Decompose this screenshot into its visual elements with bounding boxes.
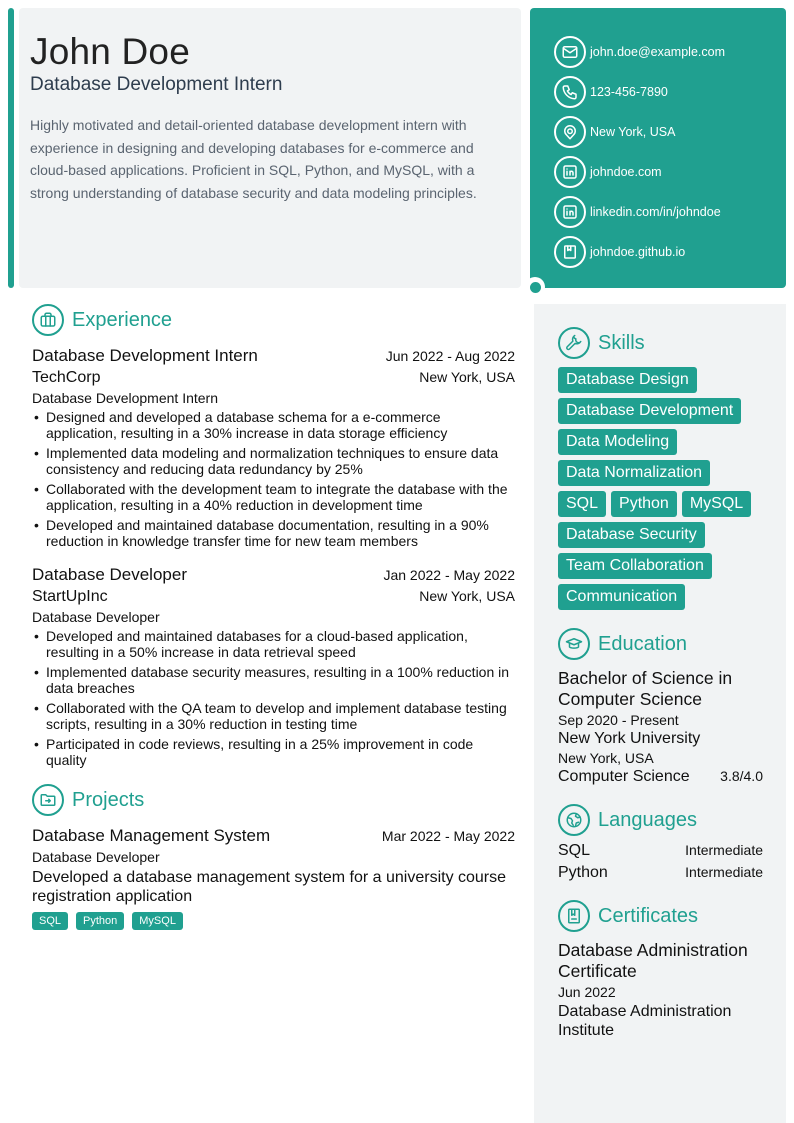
project-tag: SQL: [32, 912, 68, 930]
skills-list: [558, 367, 763, 610]
bullet-item: • Designed and developed a database schema for a e-commerce application, resulting in a 30% increase in data storage efficiency: [32, 409, 515, 441]
bullet-item: • Implemented database security measures, resulting in a 100% reduction in data breaches: [32, 664, 515, 696]
sidebar-content: [558, 327, 763, 1040]
contact-email-text: john.doe@example.com: [590, 45, 725, 59]
linkedin-icon: [554, 196, 586, 228]
wrench-icon: [558, 327, 590, 359]
briefcase-icon: [32, 304, 64, 336]
skill-tag: Python: [611, 491, 677, 517]
certificate-date: Jun 2022: [558, 984, 616, 1000]
contact-linkedin[interactable]: [554, 192, 725, 232]
graduation-cap-icon: [558, 628, 590, 660]
job-dates: Jan 2022 - May 2022: [383, 567, 515, 583]
certificate-issuer: Database Administration Institute: [558, 1003, 732, 1039]
globe-icon: [558, 804, 590, 836]
project-role: Database Developer: [32, 849, 160, 865]
certificates-heading: [558, 900, 763, 932]
skill-tag: Database Security: [558, 522, 705, 548]
skill-tag: Data Normalization: [558, 460, 710, 486]
candidate-title: Database Development Intern: [30, 74, 283, 95]
job-entry: [32, 346, 515, 549]
job-dates: Jun 2022 - Aug 2022: [385, 348, 515, 364]
contact-email[interactable]: [554, 32, 725, 72]
experience-title: Experience: [72, 308, 173, 331]
job-bullets: [32, 409, 515, 549]
education-field: Computer Science: [558, 768, 690, 785]
job-bullets: [32, 628, 515, 768]
skill-tag: Database Design: [558, 367, 697, 393]
project-tags: [32, 912, 515, 930]
main-column: [32, 304, 515, 930]
job-title: Database Development Intern: [32, 346, 258, 365]
skill-tag: Database Development: [558, 398, 741, 424]
bullet-item: • Developed and maintained database documentation, resulting in a 90% reduction in knowledge transfer time for new team members: [32, 517, 515, 549]
language-name: SQL: [558, 842, 591, 859]
folder-icon: [32, 784, 64, 816]
bullet-item: • Developed and maintained databases for a cloud-based application, resulting in a 50% increase in data retrieval speed: [32, 628, 515, 660]
timeline-dot: [525, 277, 545, 297]
language-row: [558, 864, 763, 882]
project-dates: Mar 2022 - May 2022: [381, 828, 515, 844]
phone-icon: [554, 76, 586, 108]
skills-title: Skills: [598, 331, 645, 354]
project-name: Database Management System: [32, 826, 271, 845]
candidate-name: John Doe: [30, 31, 190, 72]
skill-tag: Communication: [558, 584, 685, 610]
projects-title: Projects: [72, 788, 145, 811]
email-icon: [554, 36, 586, 68]
language-name: Python: [558, 864, 608, 881]
header-accent-bar: [8, 8, 14, 288]
contact-list: [554, 32, 725, 272]
skill-tag: Team Collaboration: [558, 553, 712, 579]
linkedin-icon: [554, 156, 586, 188]
education-field-row: [558, 768, 763, 786]
contact-phone[interactable]: [554, 72, 725, 112]
certificates-title: Certificates: [598, 904, 699, 927]
location-icon: [554, 116, 586, 148]
certificate-icon: [558, 900, 590, 932]
projects-heading: [32, 784, 515, 816]
language-row: [558, 842, 763, 860]
bullet-item: • Implemented data modeling and normalization techniques to ensure data consistency and reducing data redundancy by 25%: [32, 445, 515, 477]
education-heading: [558, 628, 763, 660]
languages-list: [558, 842, 763, 882]
bullet-item: • Collaborated with the development team to integrate the database with the application, resulting in a 40% reduction in development time: [32, 481, 515, 513]
education-degree: Bachelor of Science in Computer Science: [558, 668, 733, 709]
contact-website[interactable]: [554, 152, 725, 192]
languages-heading: [558, 804, 763, 836]
job-entry: [32, 565, 515, 768]
contact-portfolio-text: johndoe.github.io: [590, 245, 686, 259]
education-school: New York University: [558, 730, 701, 747]
job-role: Database Development Intern: [32, 390, 218, 406]
skill-tag: SQL: [558, 491, 606, 517]
contact-location: [554, 112, 725, 152]
contact-phone-text: 123-456-7890: [590, 85, 668, 99]
education-dates: Sep 2020 - Present: [558, 712, 679, 728]
job-role: Database Developer: [32, 609, 160, 625]
contact-portfolio[interactable]: [554, 232, 725, 272]
certificate-name: Database Administration Certificate: [558, 940, 748, 981]
project-tag: MySQL: [132, 912, 183, 930]
job-company: StartUpInc: [32, 588, 108, 605]
profile-summary: Highly motivated and detail-oriented database development intern with experience in designing and developing databases for e-commerce and cloud-based applications. Proficient in SQL, Python, and MySQL, with a strong understanding of database security and data modeling principles.: [30, 117, 477, 201]
job-location: New York, USA: [419, 369, 515, 385]
project-description: Developed a database management system for a university course registration application: [32, 869, 507, 905]
contact-location-text: New York, USA: [590, 125, 676, 139]
bullet-item: • Collaborated with the QA team to develop and implement database testing scripts, resulting in a 30% reduction in testing time: [32, 700, 515, 732]
contact-website-text: johndoe.com: [590, 165, 662, 179]
job-title: Database Developer: [32, 565, 187, 584]
education-location: New York, USA: [558, 750, 654, 766]
project-entry: [32, 826, 515, 930]
job-location: New York, USA: [419, 588, 515, 604]
education-title: Education: [598, 632, 687, 655]
portfolio-icon: [554, 236, 586, 268]
education-gpa: 3.8/4.0: [720, 768, 763, 784]
language-level: Intermediate: [685, 842, 763, 858]
skills-heading: [558, 327, 763, 359]
contact-linkedin-text: linkedin.com/in/johndoe: [590, 205, 721, 219]
bullet-item: • Participated in code reviews, resulting in a 25% improvement in code quality: [32, 736, 515, 768]
skill-tag: Data Modeling: [558, 429, 677, 455]
experience-heading: [32, 304, 515, 336]
language-level: Intermediate: [685, 864, 763, 880]
skill-tag: MySQL: [682, 491, 751, 517]
project-tag: Python: [76, 912, 124, 930]
languages-title: Languages: [598, 808, 697, 831]
job-company: TechCorp: [32, 369, 101, 386]
